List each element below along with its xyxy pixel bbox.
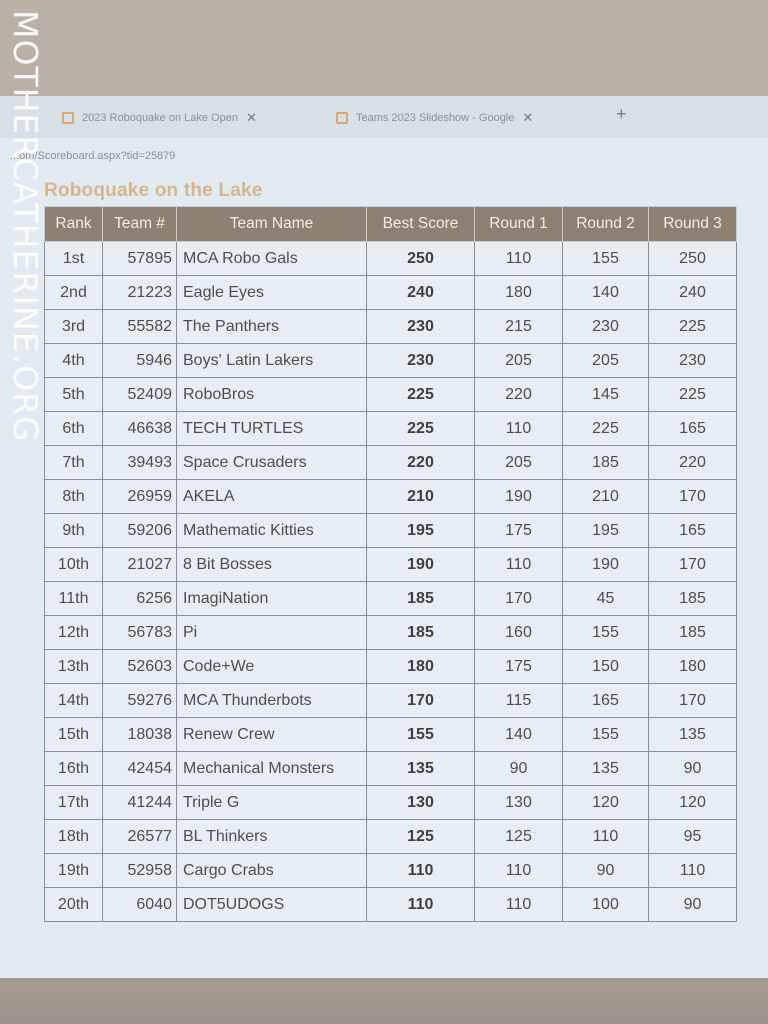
page-icon [62, 112, 74, 124]
column-header-team-number[interactable]: Team # [103, 207, 177, 242]
best-score-cell: 170 [367, 684, 475, 718]
rank-cell: 16th [45, 752, 103, 786]
round-3-cell: 110 [649, 854, 737, 888]
browser-window [0, 96, 768, 978]
team-number-cell: 39493 [103, 446, 177, 480]
team-number-cell: 42454 [103, 752, 177, 786]
team-number-cell: 57895 [103, 242, 177, 276]
round-2-cell: 205 [563, 344, 649, 378]
table-body [45, 242, 737, 922]
best-score-cell: 225 [367, 412, 475, 446]
column-header-round-3[interactable]: Round 3 [649, 207, 737, 242]
round-2-cell: 155 [563, 242, 649, 276]
best-score-cell: 225 [367, 378, 475, 412]
team-number-cell: 21027 [103, 548, 177, 582]
table-row [45, 446, 737, 480]
rank-cell: 12th [45, 616, 103, 650]
rank-cell: 9th [45, 514, 103, 548]
rank-cell: 18th [45, 820, 103, 854]
best-score-cell: 190 [367, 548, 475, 582]
round-2-cell: 90 [563, 854, 649, 888]
round-3-cell: 95 [649, 820, 737, 854]
round-2-cell: 135 [563, 752, 649, 786]
table-row [45, 684, 737, 718]
team-number-cell: 5946 [103, 344, 177, 378]
rank-cell: 15th [45, 718, 103, 752]
table-row [45, 242, 737, 276]
round-3-cell: 170 [649, 684, 737, 718]
team-name-cell: TECH TURTLES [177, 412, 367, 446]
rank-cell: 17th [45, 786, 103, 820]
round-3-cell: 185 [649, 582, 737, 616]
team-name-cell: DOT5UDOGS [177, 888, 367, 922]
team-number-cell: 55582 [103, 310, 177, 344]
best-score-cell: 220 [367, 446, 475, 480]
team-name-cell: ImagiNation [177, 582, 367, 616]
round-2-cell: 165 [563, 684, 649, 718]
column-header-best-score[interactable]: Best Score [367, 207, 475, 242]
rank-cell: 14th [45, 684, 103, 718]
tab-roboquake[interactable] [62, 106, 322, 130]
rank-cell: 10th [45, 548, 103, 582]
team-number-cell: 52603 [103, 650, 177, 684]
round-3-cell: 185 [649, 616, 737, 650]
table-row [45, 888, 737, 922]
column-header-round-2[interactable]: Round 2 [563, 207, 649, 242]
round-2-cell: 155 [563, 616, 649, 650]
round-3-cell: 165 [649, 412, 737, 446]
round-3-cell: 90 [649, 752, 737, 786]
team-name-cell: BL Thinkers [177, 820, 367, 854]
round-2-cell: 145 [563, 378, 649, 412]
close-icon[interactable]: ✕ [245, 110, 257, 125]
round-1-cell: 110 [475, 854, 563, 888]
round-2-cell: 110 [563, 820, 649, 854]
team-name-cell: Space Crusaders [177, 446, 367, 480]
round-2-cell: 140 [563, 276, 649, 310]
round-3-cell: 230 [649, 344, 737, 378]
team-name-cell: The Panthers [177, 310, 367, 344]
team-number-cell: 21223 [103, 276, 177, 310]
page-title: Roboquake on the Lake [44, 180, 263, 201]
round-2-cell: 210 [563, 480, 649, 514]
rank-cell: 6th [45, 412, 103, 446]
rank-cell: 5th [45, 378, 103, 412]
address-bar[interactable]: ...om/Scoreboard.aspx?tid=25879 [10, 150, 176, 162]
table-row [45, 344, 737, 378]
team-name-cell: Code+We [177, 650, 367, 684]
round-3-cell: 120 [649, 786, 737, 820]
column-header-round-1[interactable]: Round 1 [475, 207, 563, 242]
round-1-cell: 190 [475, 480, 563, 514]
rank-cell: 3rd [45, 310, 103, 344]
team-name-cell: MCA Robo Gals [177, 242, 367, 276]
team-number-cell: 41244 [103, 786, 177, 820]
round-1-cell: 160 [475, 616, 563, 650]
close-icon[interactable]: ✕ [522, 110, 534, 125]
round-1-cell: 205 [475, 344, 563, 378]
round-1-cell: 140 [475, 718, 563, 752]
round-3-cell: 90 [649, 888, 737, 922]
tab-bar [0, 96, 768, 138]
best-score-cell: 210 [367, 480, 475, 514]
best-score-cell: 230 [367, 310, 475, 344]
table-row [45, 616, 737, 650]
team-number-cell: 52409 [103, 378, 177, 412]
round-3-cell: 225 [649, 378, 737, 412]
round-1-cell: 220 [475, 378, 563, 412]
team-number-cell: 6040 [103, 888, 177, 922]
table-row [45, 276, 737, 310]
best-score-cell: 110 [367, 888, 475, 922]
round-3-cell: 240 [649, 276, 737, 310]
rank-cell: 1st [45, 242, 103, 276]
round-2-cell: 155 [563, 718, 649, 752]
round-3-cell: 170 [649, 480, 737, 514]
column-header-team-name[interactable]: Team Name [177, 207, 367, 242]
table-row [45, 718, 737, 752]
team-number-cell: 52958 [103, 854, 177, 888]
round-3-cell: 250 [649, 242, 737, 276]
round-1-cell: 110 [475, 242, 563, 276]
team-number-cell: 18038 [103, 718, 177, 752]
round-2-cell: 190 [563, 548, 649, 582]
rank-cell: 13th [45, 650, 103, 684]
round-1-cell: 90 [475, 752, 563, 786]
table-header-row [45, 207, 737, 242]
table-row [45, 786, 737, 820]
rank-cell: 2nd [45, 276, 103, 310]
table-row [45, 514, 737, 548]
rank-cell: 11th [45, 582, 103, 616]
round-1-cell: 125 [475, 820, 563, 854]
round-3-cell: 225 [649, 310, 737, 344]
team-name-cell: MCA Thunderbots [177, 684, 367, 718]
rank-cell: 7th [45, 446, 103, 480]
best-score-cell: 240 [367, 276, 475, 310]
best-score-cell: 110 [367, 854, 475, 888]
round-1-cell: 130 [475, 786, 563, 820]
tab-slideshow[interactable] [336, 106, 596, 130]
round-1-cell: 175 [475, 514, 563, 548]
round-1-cell: 110 [475, 412, 563, 446]
round-1-cell: 170 [475, 582, 563, 616]
best-score-cell: 185 [367, 582, 475, 616]
best-score-cell: 130 [367, 786, 475, 820]
team-name-cell: Triple G [177, 786, 367, 820]
team-number-cell: 56783 [103, 616, 177, 650]
team-name-cell: Mechanical Monsters [177, 752, 367, 786]
best-score-cell: 230 [367, 344, 475, 378]
round-1-cell: 110 [475, 548, 563, 582]
round-1-cell: 110 [475, 888, 563, 922]
team-name-cell: Cargo Crabs [177, 854, 367, 888]
round-2-cell: 195 [563, 514, 649, 548]
table-row [45, 378, 737, 412]
rank-cell: 20th [45, 888, 103, 922]
page-icon [336, 112, 348, 124]
team-number-cell: 26959 [103, 480, 177, 514]
team-number-cell: 6256 [103, 582, 177, 616]
plus-icon[interactable]: + [616, 104, 627, 124]
table-row [45, 310, 737, 344]
best-score-cell: 135 [367, 752, 475, 786]
team-number-cell: 59206 [103, 514, 177, 548]
team-name-cell: Mathematic Kitties [177, 514, 367, 548]
best-score-cell: 155 [367, 718, 475, 752]
table-row [45, 480, 737, 514]
team-number-cell: 46638 [103, 412, 177, 446]
table-row [45, 854, 737, 888]
round-3-cell: 220 [649, 446, 737, 480]
tab-title: Teams 2023 Slideshow - Google [356, 112, 515, 124]
best-score-cell: 195 [367, 514, 475, 548]
round-1-cell: 215 [475, 310, 563, 344]
table-row [45, 752, 737, 786]
team-name-cell: Eagle Eyes [177, 276, 367, 310]
best-score-cell: 125 [367, 820, 475, 854]
round-3-cell: 165 [649, 514, 737, 548]
round-2-cell: 150 [563, 650, 649, 684]
rank-cell: 8th [45, 480, 103, 514]
round-2-cell: 45 [563, 582, 649, 616]
team-name-cell: AKELA [177, 480, 367, 514]
table-row [45, 582, 737, 616]
round-2-cell: 185 [563, 446, 649, 480]
table-row [45, 650, 737, 684]
round-1-cell: 205 [475, 446, 563, 480]
tab-title: 2023 Roboquake on Lake Open [82, 112, 238, 124]
round-2-cell: 230 [563, 310, 649, 344]
round-2-cell: 100 [563, 888, 649, 922]
team-name-cell: Renew Crew [177, 718, 367, 752]
best-score-cell: 185 [367, 616, 475, 650]
round-1-cell: 115 [475, 684, 563, 718]
scoreboard-table [44, 206, 737, 922]
team-name-cell: RoboBros [177, 378, 367, 412]
team-number-cell: 59276 [103, 684, 177, 718]
screen-bottom-edge [0, 978, 768, 1024]
rank-cell: 4th [45, 344, 103, 378]
watermark-text: MOTHERCATHERINE.ORG [6, 10, 45, 443]
round-1-cell: 175 [475, 650, 563, 684]
team-name-cell: 8 Bit Bosses [177, 548, 367, 582]
round-2-cell: 225 [563, 412, 649, 446]
column-header-rank[interactable]: Rank [45, 207, 103, 242]
round-2-cell: 120 [563, 786, 649, 820]
table-row [45, 820, 737, 854]
best-score-cell: 180 [367, 650, 475, 684]
round-3-cell: 135 [649, 718, 737, 752]
best-score-cell: 250 [367, 242, 475, 276]
table-row [45, 548, 737, 582]
team-number-cell: 26577 [103, 820, 177, 854]
team-name-cell: Boys' Latin Lakers [177, 344, 367, 378]
table-row [45, 412, 737, 446]
round-3-cell: 170 [649, 548, 737, 582]
round-3-cell: 180 [649, 650, 737, 684]
team-name-cell: Pi [177, 616, 367, 650]
rank-cell: 19th [45, 854, 103, 888]
round-1-cell: 180 [475, 276, 563, 310]
